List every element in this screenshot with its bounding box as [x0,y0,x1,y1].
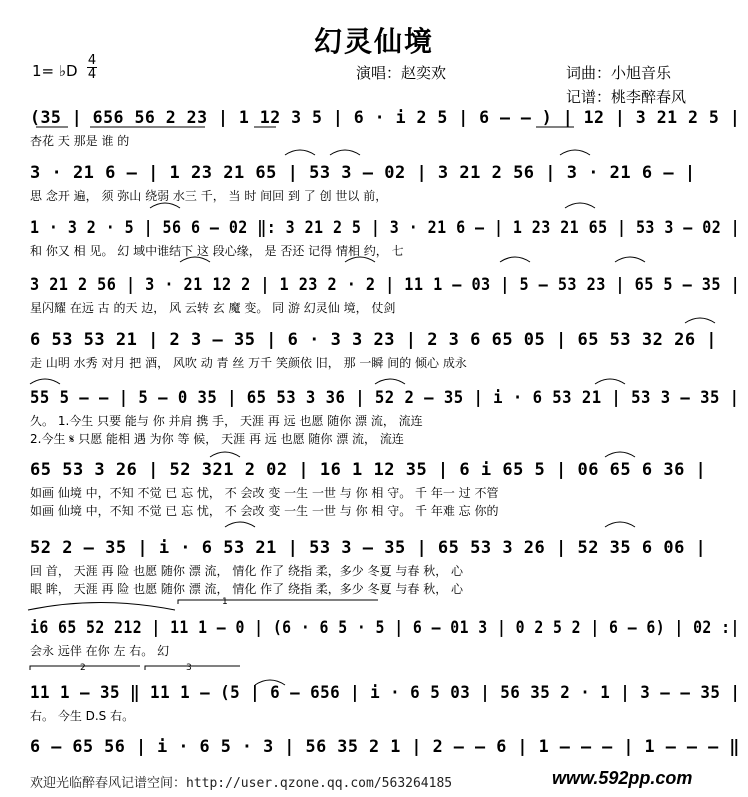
notation-row: (35 | 656 56 2 23 | 1 12 3 5 | 6 · i 2 5 | 6 – – ) | 12 | 3 21 2 5 | [30,108,741,128]
key-signature: 1= ♭D [32,62,78,80]
song-title: 幻灵仙境 [313,25,434,58]
slur [615,257,645,262]
composer-credit: 词曲：小旭音乐 [566,64,672,82]
slur [685,318,715,323]
slur [30,379,60,384]
time-signature-top: 4 [87,53,97,68]
slur [28,603,175,611]
notation-row: 1 · 3 2 · 5 | 56 6 – 02 ‖: 3 21 2 5 | 3 · 21 6 – | 1 23 21 65 | 53 3 – 02 | [30,218,741,238]
notation-row: 55 5 – – | 5 – 0 35 | 65 53 3 36 | 52 2 – 35 | i · 6 53 21 | 53 3 – 35 | [30,388,740,408]
notation-row: 6 53 53 21 | 2 3 – 35 | 6 · 3 3 23 | 2 3 6 65 05 | 65 53 32 26 | [30,330,718,350]
site-brand[interactable]: www.592pp.com [552,768,693,788]
notation-row: 52 2 – 35 | i · 6 53 21 | 53 3 – 35 | 65 53 3 26 | 52 35 6 06 | [30,538,707,558]
lyric-row: 杏花 天 那是 谁 的 [30,134,130,148]
lyric-row: 眼 眸， 天涯 再 险 也愿 随你 漂 流， 情化 作了 绕指 柔，多少 冬夏 与春 秋， 心 [30,582,464,596]
slur [345,257,375,262]
slur [605,452,635,457]
lyric-row: 和 你又 相 见。 幻 域中谁结下 这 段心缘， 是 否还 记得 情相 约， 七 [30,244,404,258]
volta-bracket-3 [145,666,240,670]
time-signature-bottom: 4 [87,67,97,82]
slur [565,203,595,208]
slur [225,522,255,527]
slur [560,150,590,155]
volta-label-1: 1 [222,597,228,607]
slur [500,257,530,262]
lyric-row: 会永 远伴 在你 左 右。 幻 [30,644,170,658]
notation-row: 65 53 3 26 | 52 321 2 02 | 16 1 12 35 | 6 i 65 5 | 06 65 6 36 | [30,460,707,480]
lyric-row: 久。 1.今生 只要 能与 你 并肩 携 手， 天涯 再 远 也愿 随你 漂 流， 流连 [30,414,423,428]
transcriber-credit: 记谱：桃李醉春风 [566,88,687,106]
singer-credit: 演唱：赵奕欢 [356,64,447,82]
volta-label-2: 2 [80,663,86,673]
volta-label-3: 3 [186,663,192,673]
lyric-row: 走 山明 水秀 对月 把 酒， 风吹 动 青 丝 万千 笑颜依 旧， 那 一瞬 间的 倾心 成永 [30,356,467,370]
notation-row: 11 1 – 35 ‖ 11 1 – (5 | 6 – 656 | i · 6 5 03 | 56 35 2 · 1 | 3 – – 35 | [30,683,741,703]
slur [375,379,405,384]
lyric-row: 回 首， 天涯 再 险 也愿 随你 漂 流， 情化 作了 绕指 柔，多少 冬夏 与春 秋， 心 [30,564,464,578]
slur [330,150,360,155]
notation-row: 6 – 65 56 | i · 6 5 · 3 | 56 35 2 1 | 2 – – 6 | 1 – – – | 1 – – – ‖ [30,737,740,757]
footer-text: 欢迎光临醉春风记谱空间：http://user.qzone.qq.com/563264185 [30,776,453,791]
notation-row: 3 · 21 6 – | 1 23 21 65 | 53 3 – 02 | 3 21 2 56 | 3 · 21 6 – | [30,163,696,183]
lyric-row: 2.今生 𝄋 只愿 能相 遇 为你 等 候， 天涯 再 远 也愿 随你 漂 流， 流连 [30,432,404,446]
slur [285,150,315,155]
lyric-row: 星闪耀 在远 古 的天 边， 风 云转 玄 魔 变。 同 游 幻灵仙 境， 仗剑 [30,301,396,315]
slur [605,522,635,527]
lyric-row: 思 念开 遍， 须 弥山 绕弱 水三 千， 当 时 间回 到 了 创 世以 前， [30,189,388,203]
notation-row: 3 21 2 56 | 3 · 21 12 2 | 1 23 2 · 2 | 11 1 – 03 | 5 – 53 23 | 65 5 – 35 | [30,275,741,295]
slur [180,257,210,262]
lyric-row: 如画 仙境 中，不知 不觉 已 忘 忧， 不 会改 变 一生 一世 与 你 相 守。 千 年难 忘 你的 [30,504,499,518]
volta-bracket-1 [178,600,378,604]
lyric-row: 右。 今生 D.S 右。 [30,709,135,723]
slur [210,452,240,457]
slur [150,203,180,208]
slur [255,680,285,685]
slur [595,379,625,384]
notation-row: i6 65 52 212 | 11 1 – 0 | (6 · 6 5 · 5 | 6 – 01 3 | 0 2 5 2 | 6 – 6) | 02 :| [30,618,740,638]
lyric-row: 如画 仙境 中，不知 不觉 已 忘 忧， 不 会改 变 一生 一世 与 你 相 守。 千 年一 过 不管 [30,486,499,500]
